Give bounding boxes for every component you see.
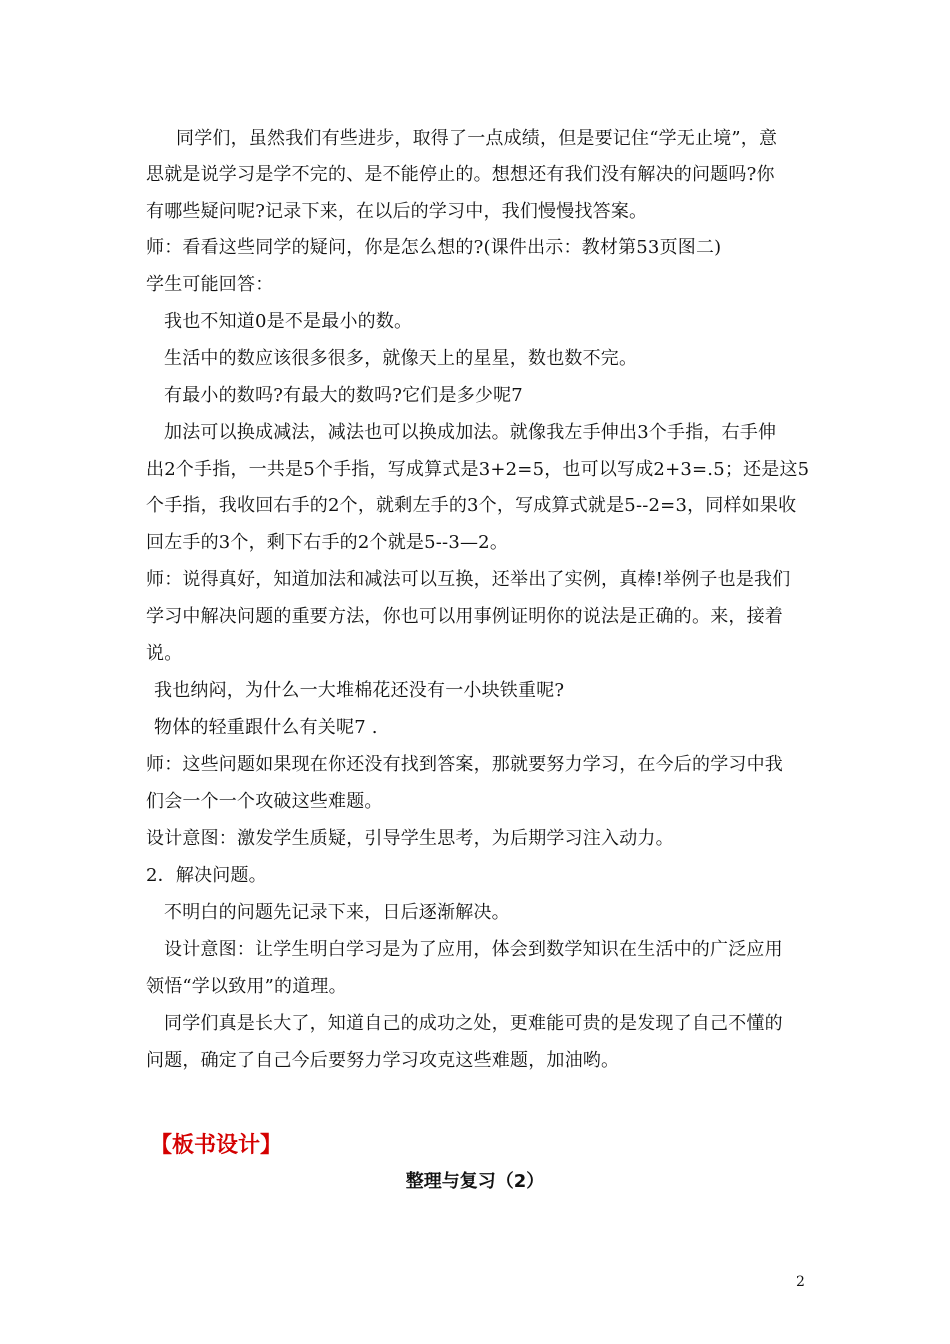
paragraph-line: 加法可以换成减法，减法也可以换成加法。就像我左手伸出3个手指，右手伸 <box>164 422 777 443</box>
paragraph-line: 我也不知道0是不是最小的数。 <box>164 311 413 332</box>
paragraph-line: 设计意图：让学生明白学习是为了应用，体会到数学知识在生活中的广泛应用 <box>164 939 783 960</box>
paragraph-line: 设计意图：激发学生质疑，引导学生思考，为后期学习注入动力。 <box>146 828 674 849</box>
paragraph-line: 同学们真是长大了，知道自己的成功之处，更难能可贵的是发现了自己不懂的 <box>164 1013 783 1034</box>
paragraph-line: 领悟“学以致用”的道理。 <box>146 976 347 997</box>
section-heading: 【板书设计】 <box>150 1133 283 1158</box>
paragraph-line: 出2个手指，一共是5个手指，写成算式是3+2=5，也可以写成2+3=.5；还是这5 <box>146 459 810 480</box>
paragraph-line: 学习中解决问题的重要方法，你也可以用事例证明你的说法是正确的。来，接着 <box>146 606 783 627</box>
section-subtitle: 整理与复习（2） <box>405 1171 545 1192</box>
paragraph-line: 思就是说学习是学不完的、是不能停止的。想想还有我们没有解决的问题吗?你 <box>146 164 775 185</box>
page-number: 2 <box>796 1274 805 1290</box>
paragraph-line: 师：看看这些同学的疑问，你是怎么想的?(课件出示：教材第53页图二) <box>146 237 722 258</box>
paragraph-line: 问题，确定了自己今后要努力学习攻克这些难题，加油哟。 <box>146 1050 620 1071</box>
paragraph-line: 不明白的问题先记录下来，日后逐渐解决。 <box>164 902 510 923</box>
paragraph-line: 物体的轻重跟什么有关呢7 . <box>154 717 378 738</box>
paragraph-line: 回左手的3个，剩下右手的2个就是5--3—2。 <box>146 532 509 553</box>
paragraph-line: 同学们，虽然我们有些进步，取得了一点成绩，但是要记住“学无止境”，意 <box>176 128 778 149</box>
paragraph-line: 我也纳闷，为什么一大堆棉花还没有一小块铁重呢? <box>154 680 565 701</box>
paragraph-line: 个手指，我收回右手的2个，就剩左手的3个，写成算式就是5--2=3，同样如果收 <box>146 495 797 516</box>
paragraph-line: 师：这些问题如果现在你还没有找到答案，那就要努力学习，在今后的学习中我 <box>146 754 783 775</box>
paragraph-line: 生活中的数应该很多很多，就像天上的星星，数也数不完。 <box>164 348 638 369</box>
paragraph-line: 2．解决问题。 <box>146 865 267 886</box>
paragraph-line: 们会一个一个攻破这些难题。 <box>146 791 383 812</box>
paragraph-line: 说。 <box>146 643 183 664</box>
paragraph-line: 有哪些疑问呢?记录下来，在以后的学习中，我们慢慢找答案。 <box>146 201 648 222</box>
paragraph-line: 有最小的数吗?有最大的数吗?它们是多少呢7 <box>164 385 523 406</box>
paragraph-line: 学生可能回答： <box>146 274 274 295</box>
paragraph-line: 师：说得真好，知道加法和减法可以互换，还举出了实例，真棒!举例子也是我们 <box>146 569 791 590</box>
